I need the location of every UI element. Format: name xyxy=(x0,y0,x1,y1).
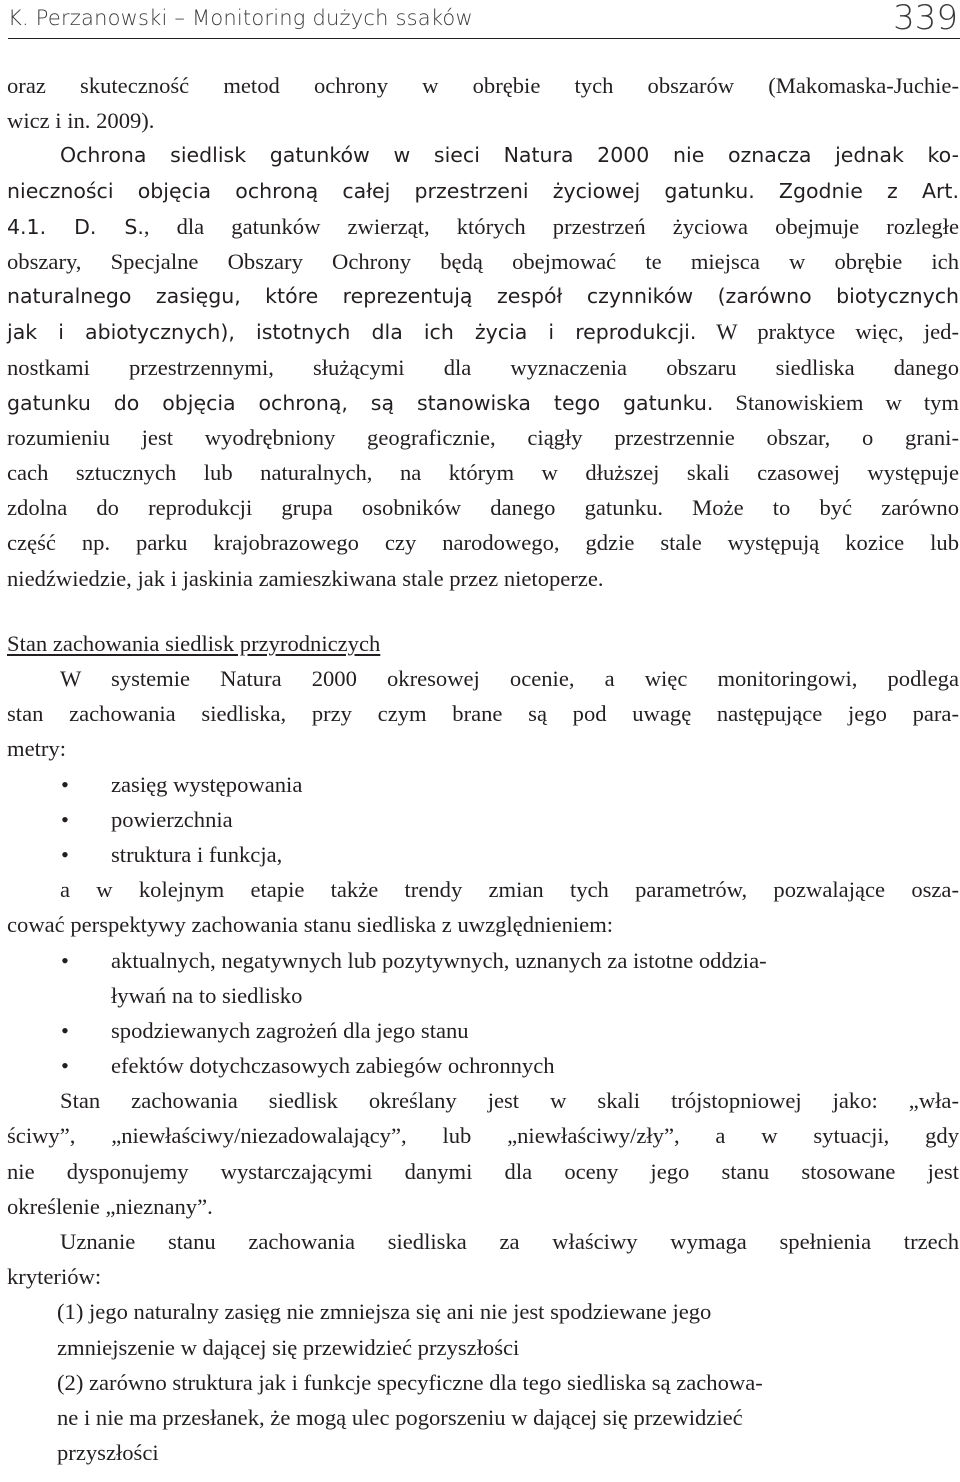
text-line: a w kolejnym etapie także trendy zmian tych parametrów, pozwalające osza- xyxy=(60,877,959,903)
text-line: oraz skuteczność metod ochrony w obrębie tych obszarów (Makomaska-Juchie- xyxy=(7,73,959,98)
list-item xyxy=(7,1048,959,1083)
list-item-text: powierzchnia xyxy=(111,806,233,832)
text-line: cować perspektywy zachowania stanu siedliska z uwzględnieniem: xyxy=(7,912,614,938)
text-line: obszary, Specjalne Obszary Ochrony będą obejmować te miejsca w obrębie ich xyxy=(7,248,959,274)
criterion-line: zmniejszenie w dającej się przewidzieć przyszłości xyxy=(57,1334,520,1360)
bullet-icon: • xyxy=(61,947,69,973)
text-line: metry: xyxy=(7,736,66,762)
list-item-text: struktura i funkcja, xyxy=(111,841,283,867)
list-item xyxy=(7,943,959,978)
text-line: Stan zachowania siedlisk określany jest w skali trójstopniowej jako: „wła- xyxy=(60,1088,959,1114)
paragraph-gap xyxy=(7,596,959,626)
text-line: Ochrona siedlisk gatunków w sieci Natura 2000 nie oznacza jednak ko- xyxy=(60,143,959,168)
running-header xyxy=(8,0,960,39)
text-line: nieczności objęcia ochroną całej przestrzeni życiowej gatunku. Zgodnie z Art. xyxy=(7,178,959,203)
text-line: Uznanie stanu zachowania siedliska za właściwy wymaga spełnienia trzech xyxy=(60,1229,959,1254)
criterion-line: przyszłości xyxy=(57,1440,159,1466)
text-line: stan zachowania siedliska, przy czym brane są pod uwagę następujące jego para- xyxy=(7,701,959,727)
bullet-icon: • xyxy=(61,841,69,867)
text-line: część np. parku krajobrazowego czy narodowego, gdzie stale występują kozice lub xyxy=(7,530,959,556)
text-line xyxy=(7,385,959,420)
text-line xyxy=(7,209,959,244)
text-line: nostkami przestrzennymi, służącymi dla wyznaczenia obszaru siedliska danego xyxy=(7,354,959,380)
list-item-text: efektów dotychczasowych zabiegów ochronnych xyxy=(111,1053,555,1079)
list-item xyxy=(7,1013,959,1048)
running-title: K. Perzanowski – Monitoring dużych ssaków xyxy=(8,6,473,30)
bullet-icon: • xyxy=(61,1053,69,1079)
text-fragment: , dla gatunków zwierząt, których przestrzeń życiowa obejmuje rozległe xyxy=(143,213,959,239)
list-item xyxy=(7,767,959,802)
text-line: rozumieniu jest wyodrębniony geograficznie, ciągły przestrzennie obszar, o grani- xyxy=(7,424,959,450)
text-fragment: gatunku do objęcia ochroną, są stanowiska tego gatunku. xyxy=(7,390,714,415)
list-item-continuation: ływań na to siedlisko xyxy=(111,982,303,1008)
criterion-line: (2) zarówno struktura jak i funkcje specyficzne dla tego siedliska są zachowa- xyxy=(57,1369,763,1395)
bullet-icon: • xyxy=(61,806,69,832)
text-fragment: 4.1. D. S. xyxy=(7,214,144,239)
list-item xyxy=(7,802,959,837)
bullet-icon: • xyxy=(61,1017,69,1043)
text-fragment: W praktyce więc, jed- xyxy=(696,319,959,345)
text-line: nie dysponujemy wystarczającymi danymi dla oceny jego stanu stosowane jest xyxy=(7,1158,959,1184)
text-fragment: Stanowiskiem w tym xyxy=(713,389,959,415)
text-line: ściwy”, „niewłaściwy/niezadowalający”, lub „niewłaściwy/zły”, a w sytuacji, gdy xyxy=(7,1123,959,1149)
criterion-line: ne i nie ma przesłanek, że mogą ulec pogorszeniu w dającej się przewidzieć xyxy=(57,1404,743,1430)
text-line: wicz i in. 2009). xyxy=(7,108,155,134)
page-number: 339 xyxy=(893,0,958,38)
text-line: niedźwiedzie, jak i jaskinia zamieszkiwana stale przez nietoperze. xyxy=(7,565,604,591)
text-fragment: jak i abiotycznych), istotnych dla ich życia i reprodukcji. xyxy=(7,320,697,345)
text-line: cach sztucznych lub naturalnych, na którym w dłuższej skali czasowej występuje xyxy=(7,460,959,486)
section-heading xyxy=(7,626,959,661)
text-line: kryteriów: xyxy=(7,1264,102,1290)
text-line: zdolna do reprodukcji grupa osobników danego gatunku. Może to być zarówno xyxy=(7,495,959,521)
section-title: Stan zachowania siedlisk przyrodniczych xyxy=(7,630,381,656)
list-item-text: aktualnych, negatywnych lub pozytywnych, uznanych za istotne oddzia- xyxy=(111,947,767,973)
text-line xyxy=(7,314,959,349)
criterion-line: (1) jego naturalny zasięg nie zmniejsza się ani nie jest spodziewane jego xyxy=(57,1299,712,1325)
list-item-text: spodziewanych zagrożeń dla jego stanu xyxy=(111,1017,469,1043)
list-item xyxy=(7,837,959,872)
text-line: naturalnego zasięgu, które reprezentują zespół czynników (zarówno biotycznych xyxy=(7,284,959,309)
list-item-text: zasięg występowania xyxy=(111,771,303,797)
bullet-icon: • xyxy=(61,771,69,797)
body-text xyxy=(7,68,959,1470)
text-line: W systemie Natura 2000 okresowej ocenie, a więc monitoringowi, podlega xyxy=(60,666,959,691)
text-line: określenie „nieznany”. xyxy=(7,1193,213,1219)
